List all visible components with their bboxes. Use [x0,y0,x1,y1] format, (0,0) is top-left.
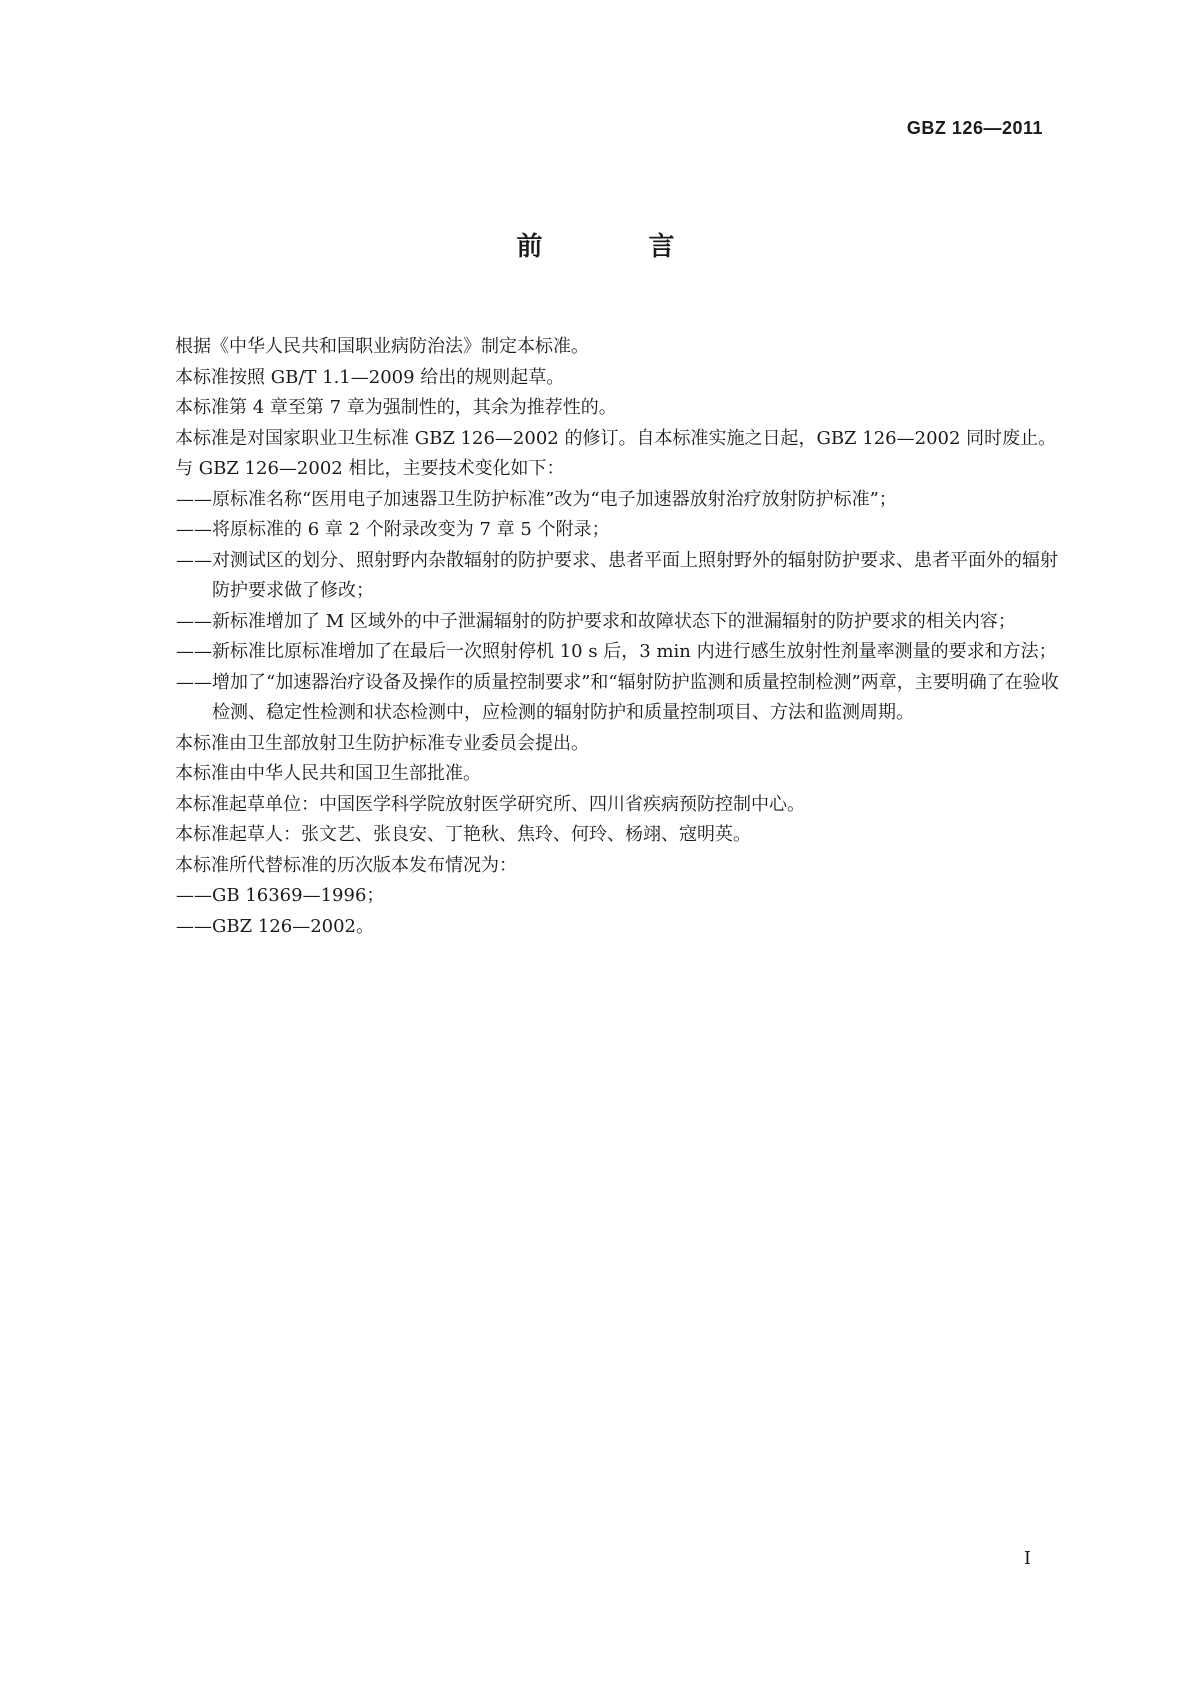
paragraph-drafters: 本标准起草人：张文艺、张良安、丁艳秋、焦玲、何玲、杨翊、寇明英。 [175,824,751,845]
paragraph-legal-basis: 根据《中华人民共和国职业病防治法》制定本标准。 [175,336,589,357]
change-item: ——原标准名称“医用电子加速器卫生防护标准”改为“电子加速器放射治疗放射防护标准”； [176,488,897,510]
change-item: ——将原标准的 6 章 2 个附录改变为 7 章 5 个附录； [176,519,610,540]
change-item: ——增加了“加速器治疗设备及操作的质量控制要求”和“辐射防护监测和质量控制检测”两章，主要明确了在验收检测、稳定性检测和状态检测中，应检测的辐射防护和质量控制项目、方法和监测周期。 [176,671,1059,723]
paragraph-revision-note: 本标准是对国家职业卫生标准 GBZ 126—2002 的修订。自本标准实施之日起，GBZ 126—2002 同时废止。 [175,427,1057,449]
paragraph-drafting-rules: 本标准按照 GB/T 1.1—2009 给出的规则起草。 [175,366,565,388]
foreword-body [122,332,1062,942]
previous-version-item: ——GBZ 126—2002。 [176,915,374,937]
page-title: 前 言 [516,232,715,262]
page-number: I [1023,1548,1031,1569]
paragraph-changes-intro: 与 GBZ 126—2002 相比，主要技术变化如下： [175,458,565,479]
previous-version-item: ——GB 16369—1996； [176,885,385,906]
paragraph-mandatory-chapters: 本标准第 4 章至第 7 章为强制性的，其余为推荐性的。 [175,397,617,418]
paragraph-proposed-by: 本标准由卫生部放射卫生防护标准专业委员会提出。 [175,732,589,754]
paragraph-approved-by: 本标准由中华人民共和国卫生部批准。 [175,763,481,784]
paragraph-version-history-intro: 本标准所代替标准的历次版本发布情况为： [175,854,517,876]
standard-code-header: GBZ 126—2011 [906,118,1043,138]
change-item: ——新标准比原标准增加了在最后一次照射停机 10 s 后，3 min 内进行感生放射性剂量率测量的要求和方法； [176,641,1057,662]
change-item: ——新标准增加了 M 区域外的中子泄漏辐射的防护要求和故障状态下的泄漏辐射的防护要求的相关内容； [176,610,1016,632]
change-item: ——对测试区的划分、照射野内杂散辐射的防护要求、患者平面上照射野外的辐射防护要求、患者平面外的辐射防护要求做了修改； [176,549,1058,601]
paragraph-drafting-units: 本标准起草单位：中国医学科学院放射医学研究所、四川省疾病预防控制中心。 [175,793,805,815]
